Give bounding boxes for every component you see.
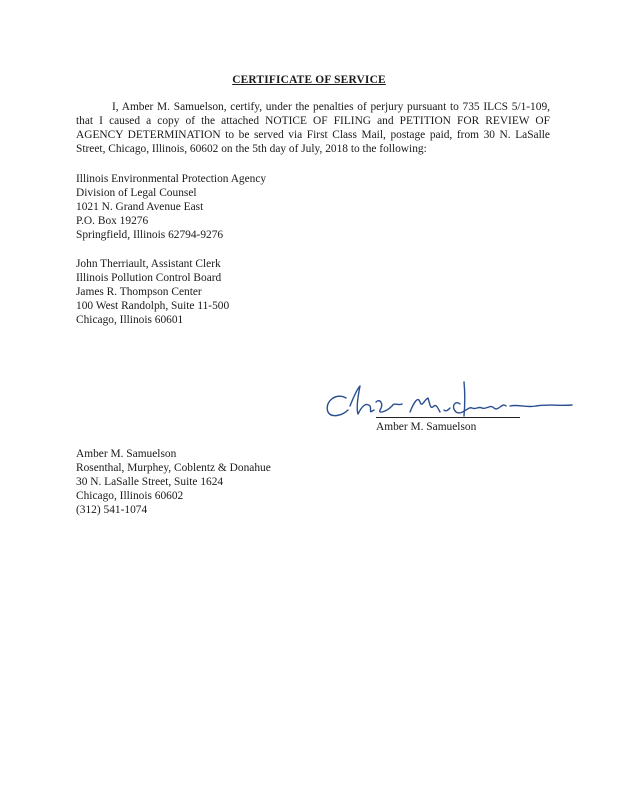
address-line: P.O. Box 19276 <box>76 215 149 227</box>
signature-line <box>376 417 520 418</box>
recipient-address-ipcb <box>76 257 229 327</box>
sender-address <box>76 447 271 517</box>
recipient-address-iepa <box>76 172 266 242</box>
address-line: Chicago, Illinois 60601 <box>76 314 184 326</box>
address-line: Springfield, Illinois 62794-9276 <box>76 229 224 241</box>
address-line: Illinois Environmental Protection Agency <box>76 173 267 185</box>
address-line: James R. Thompson Center <box>76 286 202 298</box>
sender-line: (312) 541-1074 <box>76 504 148 516</box>
signature-block <box>322 376 577 436</box>
certification-paragraph: I, Amber M. Samuelson, certify, under the penalties of perjury pursuant to 735 ILCS 5/1-109, that I caused a copy of the attached NOTICE OF FILING and PETITION FOR REVIEW OF AGENCY DETERMINATION to be served via First Class Mail, postage paid, from 30 N. LaSalle Street, Chicago, Illinois, 60602 on the 5th day of July, 2018 to the following: <box>76 101 550 155</box>
sender-line: 30 N. LaSalle Street, Suite 1624 <box>76 476 224 488</box>
address-line: John Therriault, Assistant Clerk <box>76 258 221 270</box>
page-title: CERTIFICATE OF SERVICE <box>232 74 386 86</box>
sender-line: Rosenthal, Murphey, Coblentz & Donahue <box>76 462 271 474</box>
address-line: 100 West Randolph, Suite 11-500 <box>76 300 230 312</box>
signature-name: Amber M. Samuelson <box>376 421 477 433</box>
address-line: 1021 N. Grand Avenue East <box>76 201 204 213</box>
sender-line: Chicago, Illinois 60602 <box>76 490 184 502</box>
signature-strokes <box>327 382 572 416</box>
address-line: Division of Legal Counsel <box>76 187 197 199</box>
address-line: Illinois Pollution Control Board <box>76 272 222 284</box>
sender-line: Amber M. Samuelson <box>76 448 177 460</box>
handwritten-signature <box>322 376 577 422</box>
